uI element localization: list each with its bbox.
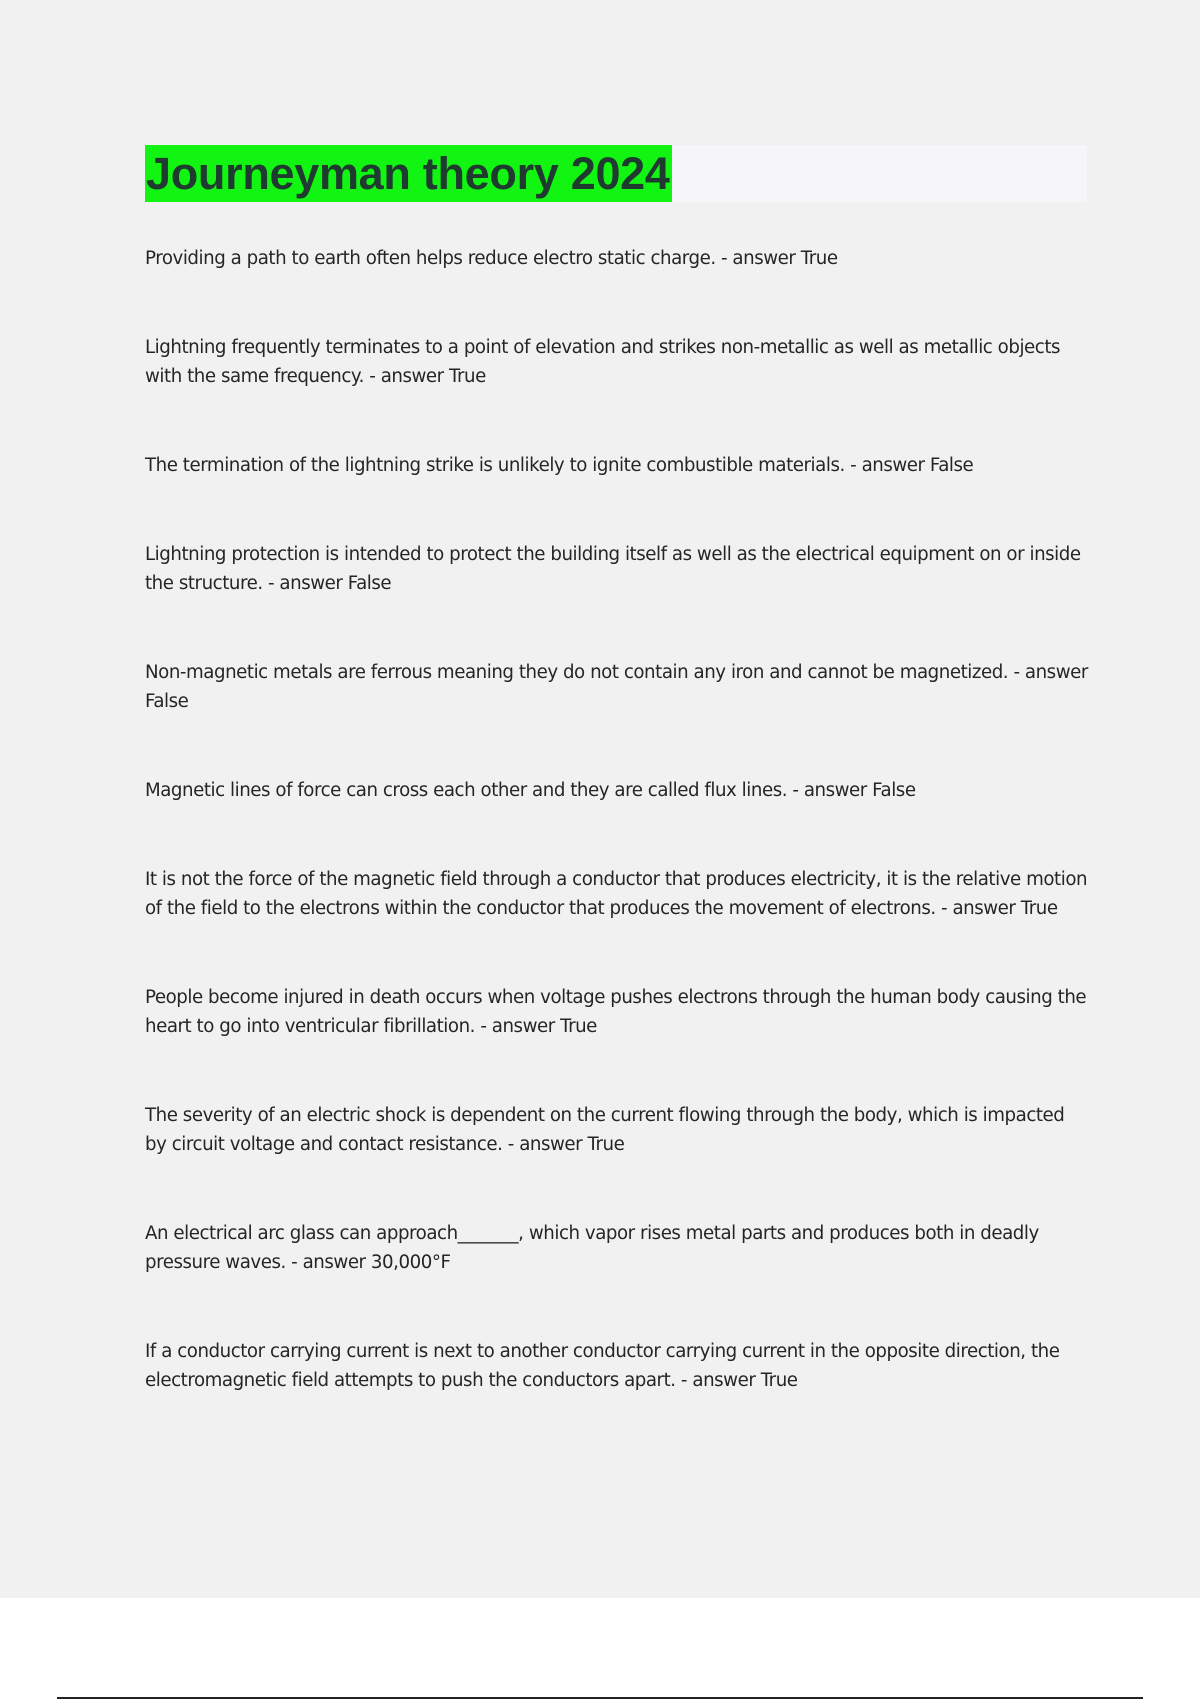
page-title: Journeyman theory 2024 [145, 145, 672, 202]
question-item: The termination of the lightning strike is unlikely to ignite combustible materials. - answer False [145, 455, 974, 476]
question-item: Magnetic lines of force can cross each other and they are called flux lines. - answer False [145, 780, 916, 801]
question-item: The severity of an electric shock is dependent on the current flowing through the body, which is impacted by circuit voltage and contact resistance. - answer True [145, 1105, 1065, 1155]
question-item: People become injured in death occurs when voltage pushes electrons through the human body causing the heart to go into ventricular fibrillation. - answer True [145, 987, 1087, 1037]
question-list [145, 244, 1090, 1455]
question-item: Non-magnetic metals are ferrous meaning they do not contain any iron and cannot be magnetized. - answer False [145, 662, 1088, 712]
question-item: An electrical arc glass can approach_______, which vapor rises metal parts and produces both in deadly pressure waves. - answer 30,000°F [145, 1223, 1039, 1273]
question-item: Providing a path to earth often helps reduce electro static charge. - answer True [145, 248, 838, 269]
question-item: Lightning frequently terminates to a point of elevation and strikes non-metallic as well as metallic objects with the same frequency. - answer True [145, 337, 1061, 387]
question-item: If a conductor carrying current is next to another conductor carrying current in the opposite direction, the electromagnetic field attempts to push the conductors apart. - answer True [145, 1341, 1060, 1391]
footer-divider [57, 1697, 1143, 1699]
question-item: Lightning protection is intended to protect the building itself as well as the electrical equipment on or inside the structure. - answer False [145, 544, 1081, 594]
title-bar [145, 145, 1087, 202]
question-item: It is not the force of the magnetic field through a conductor that produces electricity, it is the relative motion of the field to the electrons within the conductor that produces the movement of electrons. - answer True [145, 869, 1088, 919]
